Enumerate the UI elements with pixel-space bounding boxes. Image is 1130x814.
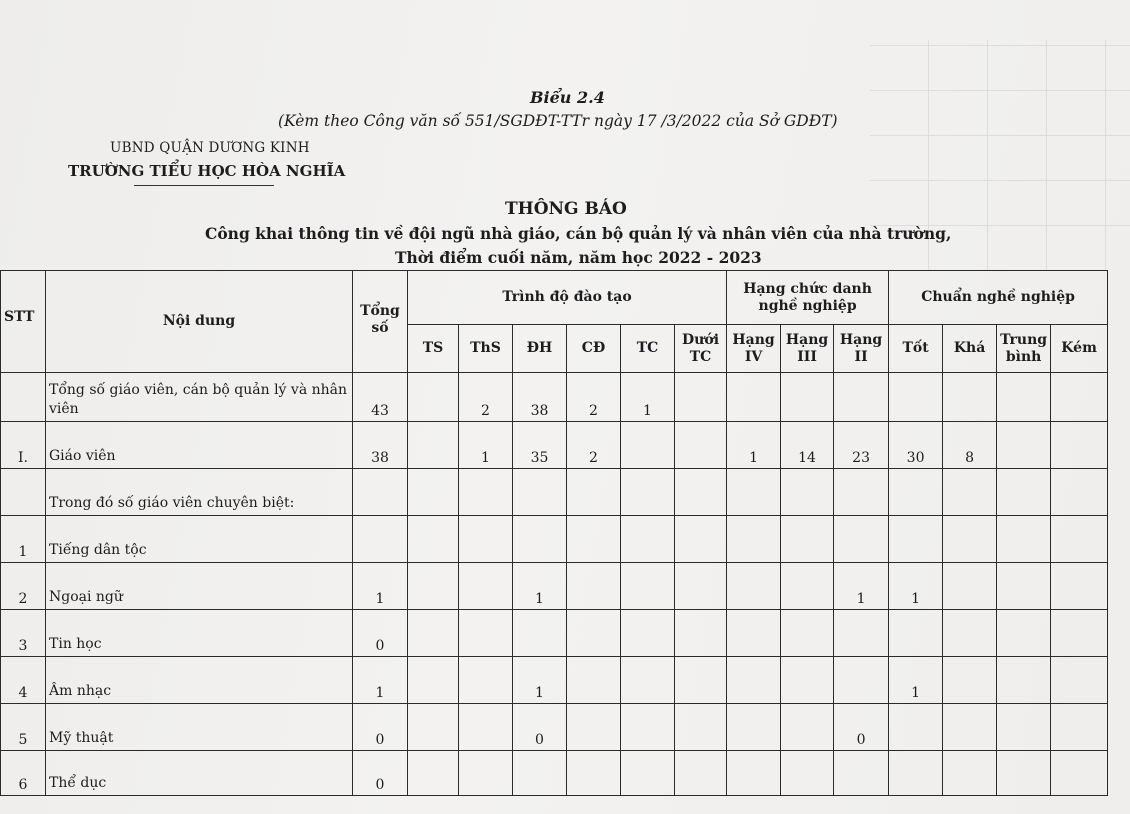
cell-ts xyxy=(408,373,459,422)
cell-tot xyxy=(889,610,943,657)
cell-trung-binh xyxy=(997,422,1051,469)
header-stt: STT xyxy=(1,271,46,373)
cell-kha xyxy=(943,610,997,657)
cell-content: Thể dục xyxy=(46,751,353,796)
cell-cd: 2 xyxy=(567,373,621,422)
cell-tot xyxy=(889,469,943,516)
header-content: Nội dung xyxy=(46,271,353,373)
header-training-group: Trình độ đào tạo xyxy=(408,271,727,325)
cell-hang-iii xyxy=(781,610,834,657)
cell-total xyxy=(353,469,408,516)
cell-hang-iv xyxy=(727,469,781,516)
cell-duoi-tc xyxy=(675,373,727,422)
cell-hang-iv xyxy=(727,373,781,422)
cell-cd xyxy=(567,563,621,610)
cell-kem xyxy=(1051,373,1108,422)
header-rank-group: Hạng chức danh nghề nghiệp xyxy=(727,271,889,325)
cell-duoi-tc xyxy=(675,563,727,610)
authority-name: UBND QUẬN DƯƠNG KINH xyxy=(110,140,310,156)
cell-total: 1 xyxy=(353,563,408,610)
cell-ts xyxy=(408,563,459,610)
cell-ths xyxy=(459,469,513,516)
cell-tc xyxy=(621,751,675,796)
table-row xyxy=(1,563,1108,610)
table-row xyxy=(1,704,1108,751)
cell-hang-iv xyxy=(727,751,781,796)
cell-duoi-tc xyxy=(675,422,727,469)
cell-cd xyxy=(567,469,621,516)
table-row xyxy=(1,373,1108,422)
cell-ts xyxy=(408,704,459,751)
cell-duoi-tc xyxy=(675,516,727,563)
header-duoi-tc: Dưới TC xyxy=(675,325,727,373)
cell-dh: 1 xyxy=(513,563,567,610)
table-row xyxy=(1,657,1108,704)
cell-hang-iii xyxy=(781,516,834,563)
cell-trung-binh xyxy=(997,563,1051,610)
cell-kem xyxy=(1051,469,1108,516)
cell-trung-binh xyxy=(997,751,1051,796)
cell-hang-iv xyxy=(727,610,781,657)
cell-kha xyxy=(943,751,997,796)
cell-stt xyxy=(1,469,46,516)
cell-tot xyxy=(889,516,943,563)
cell-dh xyxy=(513,469,567,516)
cell-kha xyxy=(943,469,997,516)
cell-dh: 38 xyxy=(513,373,567,422)
header-kha: Khá xyxy=(943,325,997,373)
cell-stt: 4 xyxy=(1,657,46,704)
school-name: TRƯỜNG TIỂU HỌC HÒA NGHĨA xyxy=(68,162,346,180)
cell-stt: 6 xyxy=(1,751,46,796)
cell-kha xyxy=(943,516,997,563)
cell-content: Tổng số giáo viên, cán bộ quản lý và nhân viên xyxy=(46,373,353,422)
header-tot: Tốt xyxy=(889,325,943,373)
cell-hang-ii xyxy=(834,516,889,563)
header-kem: Kém xyxy=(1051,325,1108,373)
cell-total: 38 xyxy=(353,422,408,469)
cell-hang-iii xyxy=(781,373,834,422)
cell-tc xyxy=(621,469,675,516)
cell-kem xyxy=(1051,704,1108,751)
notice-title: THÔNG BÁO xyxy=(505,199,627,219)
cell-ts xyxy=(408,751,459,796)
cell-duoi-tc xyxy=(675,610,727,657)
cell-content: Mỹ thuật xyxy=(46,704,353,751)
header-dh: ĐH xyxy=(513,325,567,373)
cell-trung-binh xyxy=(997,373,1051,422)
cell-kha xyxy=(943,704,997,751)
cell-hang-ii: 1 xyxy=(834,563,889,610)
cell-ths xyxy=(459,610,513,657)
notice-time: Thời điểm cuối năm, năm học 2022 - 2023 xyxy=(395,248,762,267)
cell-trung-binh xyxy=(997,610,1051,657)
cell-hang-iii xyxy=(781,657,834,704)
cell-tc xyxy=(621,422,675,469)
cell-hang-iv: 1 xyxy=(727,422,781,469)
cell-cd: 2 xyxy=(567,422,621,469)
cell-hang-iii xyxy=(781,751,834,796)
cell-hang-iv xyxy=(727,704,781,751)
cell-tc xyxy=(621,610,675,657)
header-row-1 xyxy=(1,271,1108,325)
cell-dh xyxy=(513,516,567,563)
cell-stt: 2 xyxy=(1,563,46,610)
cell-hang-iii xyxy=(781,469,834,516)
cell-hang-ii: 23 xyxy=(834,422,889,469)
cell-kha xyxy=(943,563,997,610)
cell-ths xyxy=(459,704,513,751)
cell-ths xyxy=(459,657,513,704)
cell-tc xyxy=(621,563,675,610)
cell-hang-iii xyxy=(781,704,834,751)
cell-hang-iv xyxy=(727,563,781,610)
cell-duoi-tc xyxy=(675,751,727,796)
cell-hang-ii: 0 xyxy=(834,704,889,751)
cell-total: 43 xyxy=(353,373,408,422)
header-ths: ThS xyxy=(459,325,513,373)
cell-tot: 1 xyxy=(889,657,943,704)
cell-kem xyxy=(1051,516,1108,563)
cell-content: Âm nhạc xyxy=(46,657,353,704)
cell-tot xyxy=(889,704,943,751)
cell-kha xyxy=(943,657,997,704)
cell-tc xyxy=(621,657,675,704)
cell-tot xyxy=(889,751,943,796)
cell-tc xyxy=(621,704,675,751)
cell-total: 1 xyxy=(353,657,408,704)
cell-ths xyxy=(459,516,513,563)
table-body xyxy=(1,373,1108,796)
cell-kem xyxy=(1051,751,1108,796)
cell-ts xyxy=(408,610,459,657)
cell-ts xyxy=(408,657,459,704)
cell-content: Ngoại ngữ xyxy=(46,563,353,610)
cell-trung-binh xyxy=(997,704,1051,751)
cell-duoi-tc xyxy=(675,657,727,704)
cell-stt: 3 xyxy=(1,610,46,657)
cell-stt: 5 xyxy=(1,704,46,751)
cell-trung-binh xyxy=(997,516,1051,563)
cell-tot xyxy=(889,373,943,422)
cell-hang-iii xyxy=(781,563,834,610)
notice-subject: Công khai thông tin về đội ngũ nhà giáo, cán bộ quản lý và nhân viên của nhà trường, xyxy=(205,224,952,243)
cell-content: Tiếng dân tộc xyxy=(46,516,353,563)
cell-total: 0 xyxy=(353,751,408,796)
cell-kem xyxy=(1051,563,1108,610)
cell-dh: 35 xyxy=(513,422,567,469)
header-tc: TC xyxy=(621,325,675,373)
header-hang-ii: Hạng II xyxy=(834,325,889,373)
table-row xyxy=(1,610,1108,657)
cell-ths xyxy=(459,563,513,610)
cell-content: Giáo viên xyxy=(46,422,353,469)
table-row xyxy=(1,751,1108,796)
cell-kem xyxy=(1051,610,1108,657)
cell-stt: 1 xyxy=(1,516,46,563)
staff-table xyxy=(0,270,1108,796)
header-ts: TS xyxy=(408,325,459,373)
table-row xyxy=(1,516,1108,563)
cell-hang-iv xyxy=(727,657,781,704)
header-hang-iv: Hạng IV xyxy=(727,325,781,373)
cell-ts xyxy=(408,469,459,516)
school-underline xyxy=(134,185,274,186)
cell-hang-iii: 14 xyxy=(781,422,834,469)
cell-ts xyxy=(408,516,459,563)
cell-dh: 1 xyxy=(513,657,567,704)
cell-hang-ii xyxy=(834,751,889,796)
cell-ths xyxy=(459,751,513,796)
reference-line: (Kèm theo Công văn số 551/SGDĐT-TTr ngày 17 /3/2022 của Sở GDĐT) xyxy=(278,112,838,130)
cell-kem xyxy=(1051,422,1108,469)
header-cd: CĐ xyxy=(567,325,621,373)
cell-dh xyxy=(513,751,567,796)
cell-kha: 8 xyxy=(943,422,997,469)
cell-total: 0 xyxy=(353,704,408,751)
header-trung-binh: Trung bình xyxy=(997,325,1051,373)
cell-duoi-tc xyxy=(675,469,727,516)
cell-total xyxy=(353,516,408,563)
cell-stt: I. xyxy=(1,422,46,469)
header-total: Tổng số xyxy=(353,271,408,373)
table-row xyxy=(1,469,1108,516)
cell-content: Trong đó số giáo viên chuyên biệt: xyxy=(46,469,353,516)
cell-duoi-tc xyxy=(675,704,727,751)
header-standard-group: Chuẩn nghề nghiệp xyxy=(889,271,1108,325)
cell-cd xyxy=(567,751,621,796)
cell-ths: 2 xyxy=(459,373,513,422)
cell-trung-binh xyxy=(997,657,1051,704)
cell-tc xyxy=(621,516,675,563)
cell-hang-iv xyxy=(727,516,781,563)
cell-cd xyxy=(567,657,621,704)
cell-stt xyxy=(1,373,46,422)
cell-kha xyxy=(943,373,997,422)
table-row xyxy=(1,422,1108,469)
cell-tc: 1 xyxy=(621,373,675,422)
cell-hang-ii xyxy=(834,469,889,516)
cell-content: Tin học xyxy=(46,610,353,657)
form-title: Biểu 2.4 xyxy=(530,88,605,107)
cell-dh xyxy=(513,610,567,657)
cell-hang-ii xyxy=(834,610,889,657)
cell-tot: 1 xyxy=(889,563,943,610)
cell-ths: 1 xyxy=(459,422,513,469)
cell-kem xyxy=(1051,657,1108,704)
cell-cd xyxy=(567,516,621,563)
cell-hang-ii xyxy=(834,373,889,422)
cell-total: 0 xyxy=(353,610,408,657)
cell-dh: 0 xyxy=(513,704,567,751)
cell-ts xyxy=(408,422,459,469)
header-hang-iii: Hạng III xyxy=(781,325,834,373)
cell-hang-ii xyxy=(834,657,889,704)
cell-cd xyxy=(567,610,621,657)
cell-cd xyxy=(567,704,621,751)
cell-trung-binh xyxy=(997,469,1051,516)
cell-tot: 30 xyxy=(889,422,943,469)
